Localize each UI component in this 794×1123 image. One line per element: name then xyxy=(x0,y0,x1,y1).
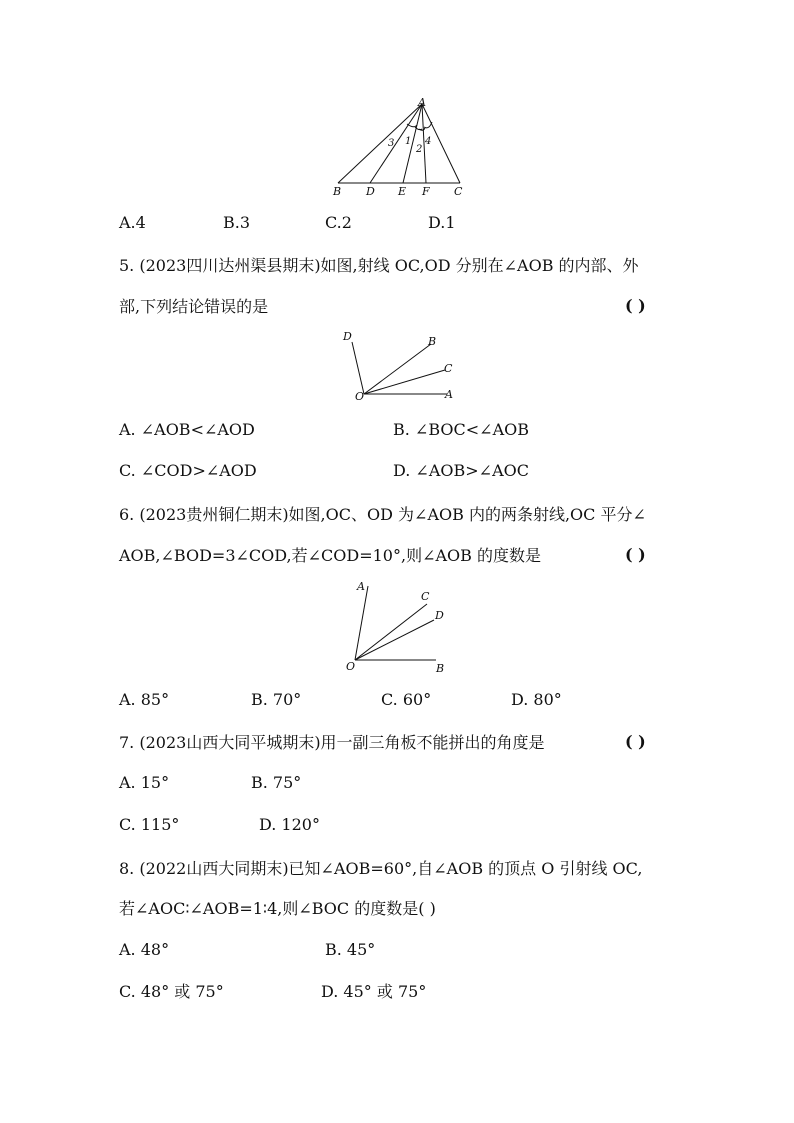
q6-angle-figure xyxy=(342,576,452,676)
q6-option-d[interactable]: D. 80° xyxy=(511,690,562,709)
q5-stem-line1: 5. (2023四川达州渠县期末)如图,射线 OC,OD 分别在∠AOB 的内部、外 xyxy=(119,256,639,275)
label-E: E xyxy=(398,185,407,198)
q5-angle-figure xyxy=(335,326,465,406)
label-D: D xyxy=(366,185,375,198)
q5-option-c[interactable]: C. ∠COD>∠AOD xyxy=(119,461,257,480)
q4-option-b[interactable]: B.3 xyxy=(223,213,251,232)
angle-label-4: 4 xyxy=(425,136,432,147)
q5-option-a[interactable]: A. ∠AOB<∠AOD xyxy=(119,420,255,439)
q6-label-C: C xyxy=(421,590,430,603)
triangle-figure xyxy=(330,96,470,200)
q6-option-b[interactable]: B. 70° xyxy=(251,690,302,709)
q6-option-a[interactable]: A. 85° xyxy=(119,690,170,709)
q7-option-b[interactable]: B. 75° xyxy=(251,773,302,792)
q4-option-d[interactable]: D.1 xyxy=(428,213,456,232)
q7-stem-line1: 7. (2023山西大同平城期末)用一副三角板不能拼出的角度是 xyxy=(119,733,545,752)
q6-label-B: B xyxy=(436,662,445,675)
angle-label-2: 2 xyxy=(416,144,423,155)
q5-label-C: C xyxy=(444,362,453,375)
q8-stem-line2: 若∠AOC∶∠AOB=1∶4,则∠BOC 的度数是( ) xyxy=(119,899,436,918)
q8-stem-line1: 8. (2022山西大同期末)已知∠AOB=60°,自∠AOB 的顶点 O 引射线 OC, xyxy=(119,859,643,878)
angle-label-1: 1 xyxy=(405,136,412,147)
label-A: A xyxy=(418,96,426,109)
q6-stem-line1: 6. (2023贵州铜仁期末)如图,OC、OD 为∠AOB 内的两条射线,OC 平分∠ xyxy=(119,505,646,524)
label-C: C xyxy=(454,185,463,198)
q6-answer-blank[interactable]: ( ) xyxy=(625,545,646,564)
q7-option-c[interactable]: C. 115° xyxy=(119,815,180,834)
q5-label-B: B xyxy=(428,335,437,348)
q5-answer-blank[interactable]: ( ) xyxy=(625,296,646,315)
q5-option-b[interactable]: B. ∠BOC<∠AOB xyxy=(393,420,529,439)
angle-label-3: 3 xyxy=(388,138,395,149)
label-F: F xyxy=(422,185,430,198)
q7-answer-blank[interactable]: ( ) xyxy=(625,732,646,751)
q5-stem-line2: 部,下列结论错误的是 xyxy=(119,297,269,316)
q4-option-a[interactable]: A.4 xyxy=(119,213,146,232)
q7-option-d[interactable]: D. 120° xyxy=(259,815,320,834)
q6-label-O: O xyxy=(346,660,356,673)
q6-label-D: D xyxy=(435,609,444,622)
q5-label-A: A xyxy=(445,388,453,401)
q5-label-O: O xyxy=(355,390,365,403)
q6-label-A: A xyxy=(357,580,365,593)
q8-option-b[interactable]: B. 45° xyxy=(325,940,376,959)
q8-option-a[interactable]: A. 48° xyxy=(119,940,170,959)
q6-option-c[interactable]: C. 60° xyxy=(381,690,432,709)
q8-option-d[interactable]: D. 45° 或 75° xyxy=(321,982,427,1001)
q6-stem-line2: AOB,∠BOD=3∠COD,若∠COD=10°,则∠AOB 的度数是 xyxy=(119,546,541,565)
q5-option-d[interactable]: D. ∠AOB>∠AOC xyxy=(393,461,529,480)
q5-label-D: D xyxy=(343,330,352,343)
q4-option-c[interactable]: C.2 xyxy=(325,213,352,232)
label-B: B xyxy=(333,185,342,198)
q7-option-a[interactable]: A. 15° xyxy=(119,773,170,792)
q8-option-c[interactable]: C. 48° 或 75° xyxy=(119,982,224,1001)
